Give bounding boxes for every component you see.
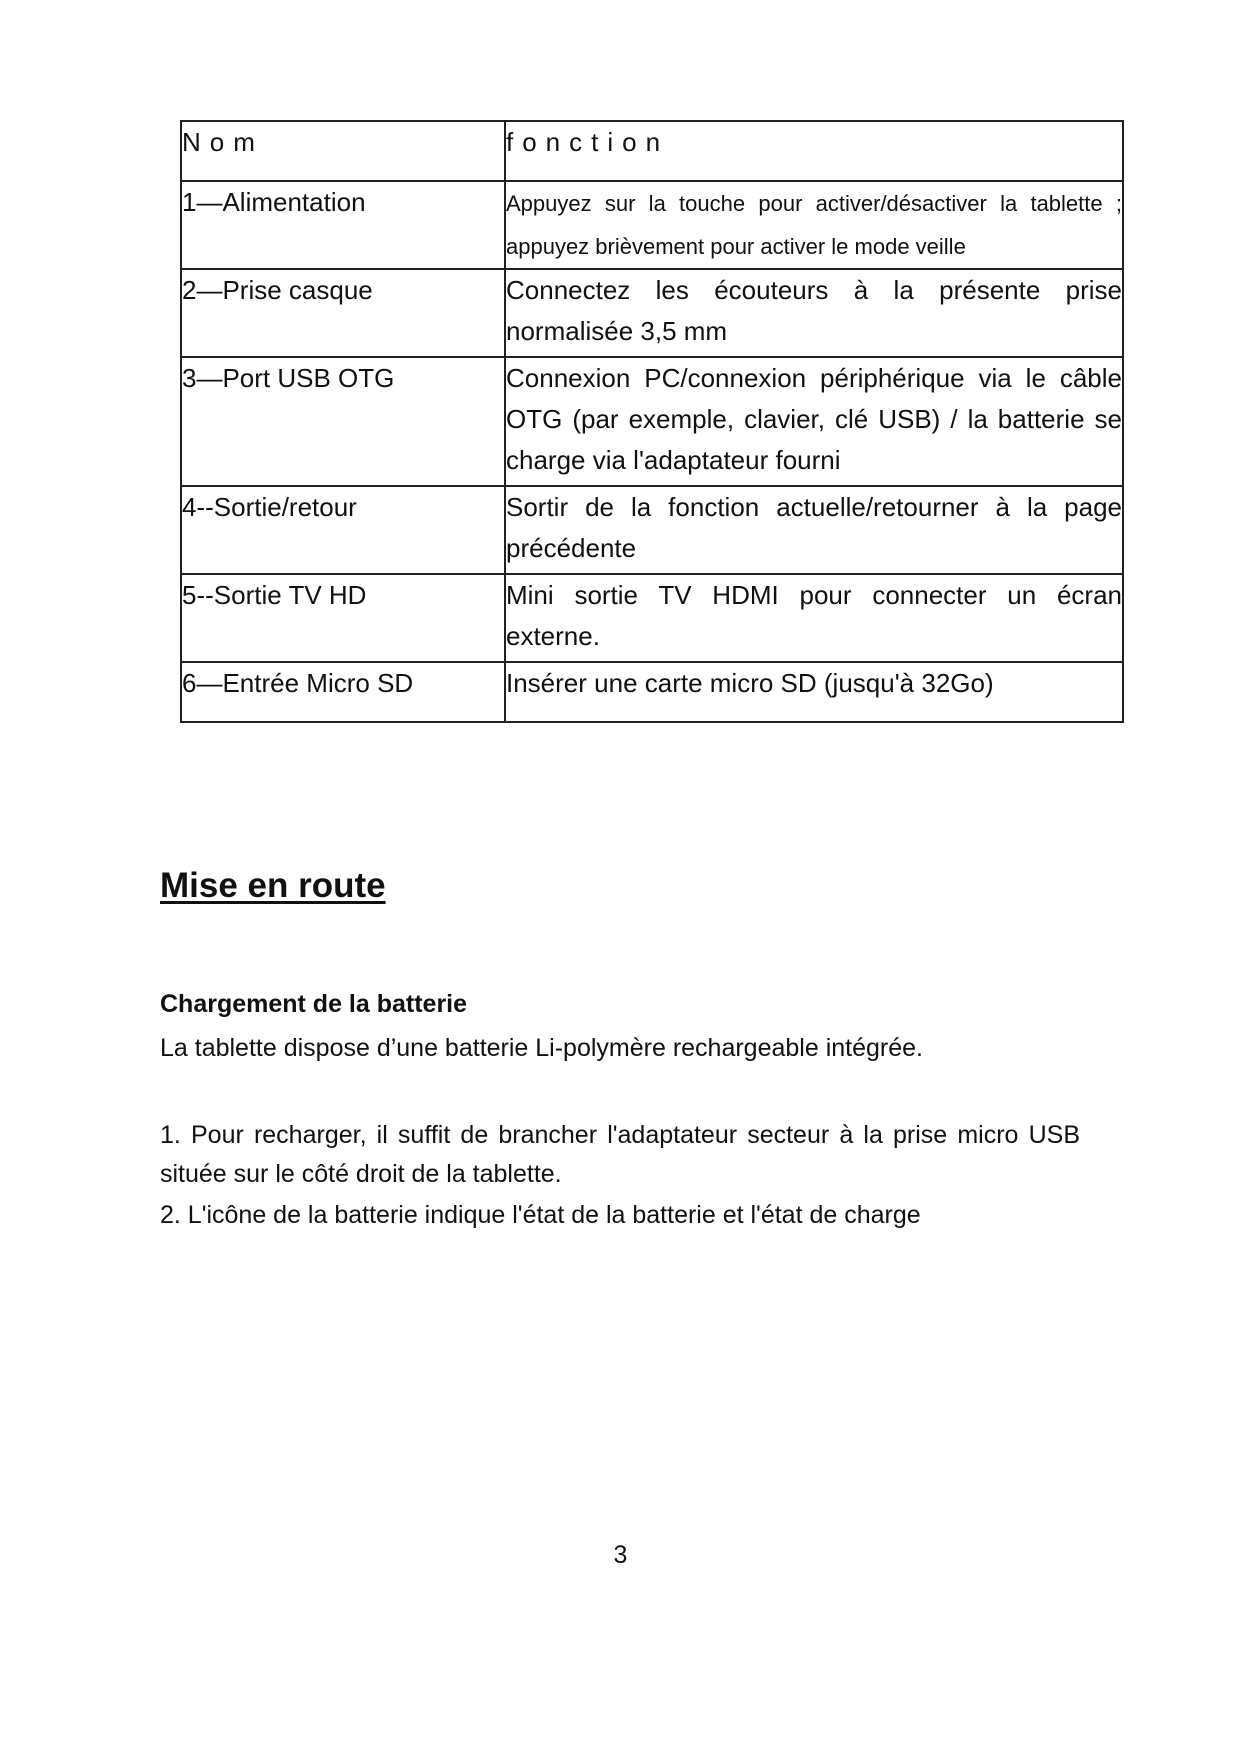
table-row (181, 269, 1123, 357)
component-function-table (180, 120, 1124, 723)
step-2-paragraph: 2. L'icône de la batterie indique l'état de la batterie et l'état de charge (160, 1201, 921, 1229)
table-header-row (181, 121, 1123, 181)
table-row (181, 662, 1123, 722)
table-row (181, 574, 1123, 662)
step-1-paragraph: 1. Pour recharger, il suffit de brancher l'adaptateur secteur à la prise micro USB située sur le côté droit de la tablette. (160, 1121, 1080, 1188)
row-name: 3—Port USB OTG (181, 357, 505, 486)
section-subtitle: Chargement de la batterie (160, 990, 468, 1018)
row-name: 1—Alimentation (181, 181, 505, 269)
table-row (181, 357, 1123, 486)
page-number: 3 (613, 1541, 628, 1569)
row-function: Appuyez sur la touche pour activer/désactiver la tablette ; appuyez brièvement pour activer le mode veille (505, 181, 1123, 269)
row-name: 5--Sortie TV HD (181, 574, 505, 662)
row-name: 6—Entrée Micro SD (181, 662, 505, 722)
table-row (181, 486, 1123, 574)
row-function: Insérer une carte micro SD (jusqu'à 32Go) (505, 662, 1123, 722)
header-nom: Nom (181, 121, 505, 181)
intro-paragraph: La tablette dispose d’une batterie Li-polymère rechargeable intégrée. (160, 1034, 923, 1062)
row-function: Connexion PC/connexion périphérique via le câble OTG (par exemple, clavier, clé USB) / la batterie se charge via l'adaptateur fourni (505, 357, 1123, 486)
row-name: 2—Prise casque (181, 269, 505, 357)
row-name: 4--Sortie/retour (181, 486, 505, 574)
section-title: Mise en route (160, 866, 386, 905)
table-row (181, 181, 1123, 269)
row-function: Connectez les écouteurs à la présente prise normalisée 3,5 mm (505, 269, 1123, 357)
row-function: Mini sortie TV HDMI pour connecter un écran externe. (505, 574, 1123, 662)
row-function: Sortir de la fonction actuelle/retourner à la page précédente (505, 486, 1123, 574)
header-fonction: fonction (505, 121, 1123, 181)
